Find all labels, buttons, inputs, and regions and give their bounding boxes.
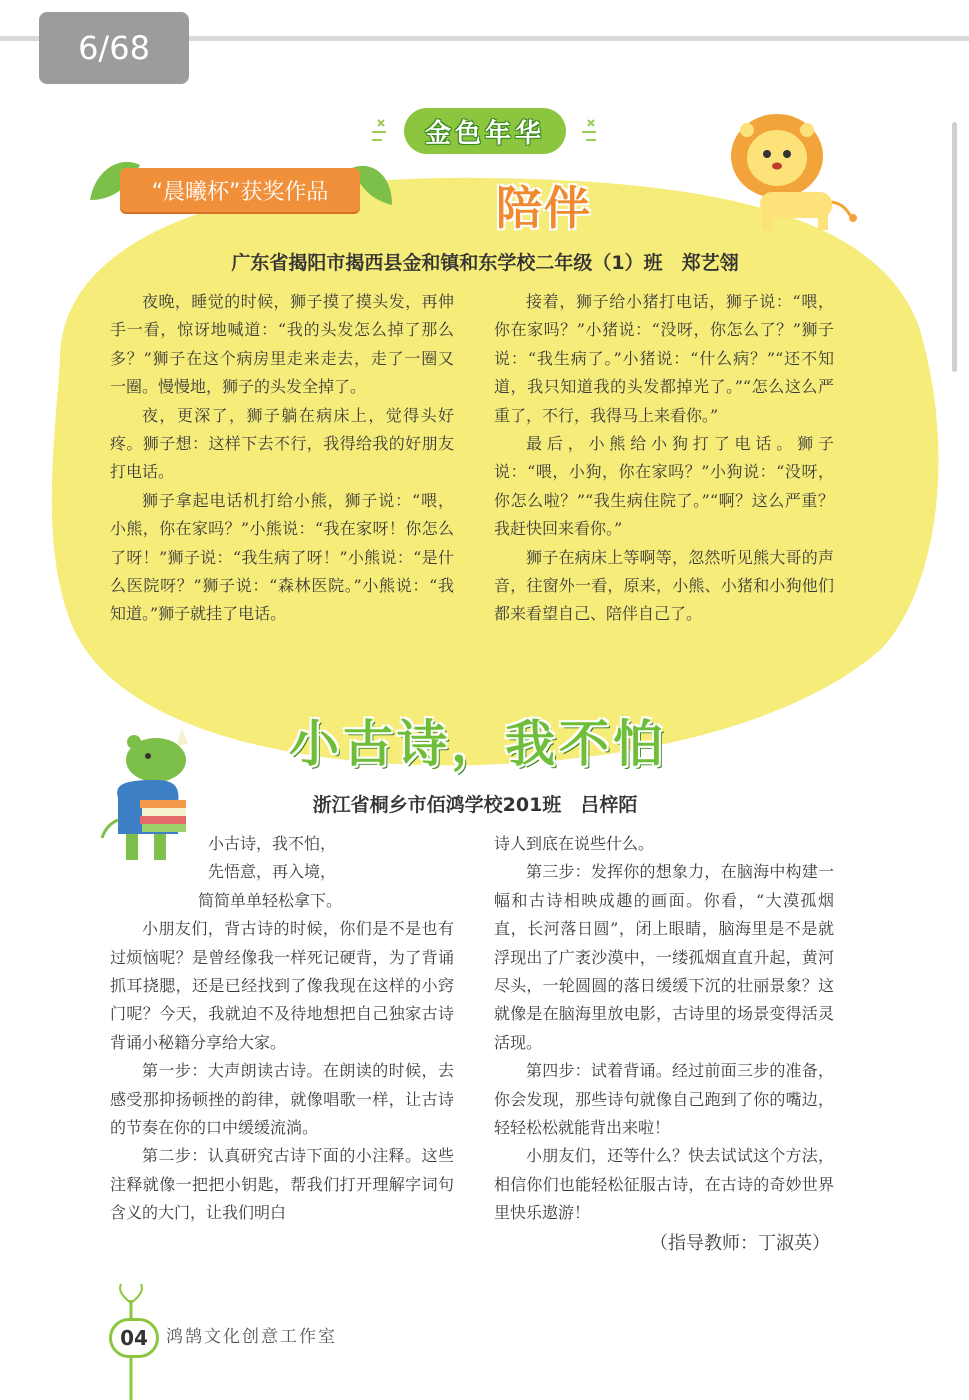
paragraph: 夜，更深了，狮子躺在病床上，觉得头好疼。狮子想：这样下去不行，我得给我的好朋友打电话。: [110, 405, 454, 482]
paragraph: 小朋友们，背古诗的时候，你们是不是也有过烦恼呢？是曾经像我一样死记硬背，为了背诵抓耳挠腮，还是已经找到了像我现在这样的小窍门呢？今天，我就迫不及待地想把自己独家古诗背诵小秘籍分享给大家。: [110, 919, 454, 1052]
article2-column-right: [494, 830, 834, 1258]
paragraph: 最后，小熊给小狗打了电话。狮子说：“喂，小狗，你在家吗？”小狗说：“没呀，你怎么啦？”“我生病住院了。”“啊？这么严重？我赶快回来看你。”: [494, 434, 834, 539]
article2-byline: 浙江省桐乡市佰鸿学校201班 吕梓陌: [312, 794, 638, 816]
paragraph: 第三步：发挥你的想象力，在脑海中构建一幅和古诗相映成趣的画面。你看，“大漠孤烟直，长河落日圆”，闭上眼睛，脑海里是不是就浮现出了广袤沙漠中，一缕孤烟直直升起，黄河尽头，一轮圆圆的落日缓缓下沉的壮丽景象？这就像是在脑海里放电影，古诗里的场景变得活灵活现。: [494, 862, 834, 1052]
page-counter: 6/68: [39, 12, 189, 84]
award-banner: “晨曦杯”获奖作品: [120, 168, 360, 212]
lion-illustration: [722, 108, 862, 236]
poem-line: 小古诗，我不怕，: [208, 834, 337, 853]
magazine-title: 金色年华: [424, 118, 545, 149]
article1-title: 陪伴: [496, 181, 592, 235]
article2-title: 小古诗，我不怕: [289, 715, 667, 773]
teacher-credit: （指导教师：丁淑英）: [650, 1232, 830, 1254]
paragraph-continuation: 诗人到底在说些什么。: [494, 834, 655, 853]
paragraph: 第二步：认真研究古诗下面的小注释。这些注释就像一把把小钥匙，帮我们打开理解字词句含义的大门，让我们明白: [110, 1146, 454, 1223]
page-number: 04: [109, 1318, 159, 1358]
poem-line: 先悟意，再入境，: [208, 862, 337, 882]
poem: [110, 830, 454, 915]
paragraph: 夜晚，睡觉的时候，狮子摸了摸头发，再伸手一看，惊讶地喊道：“我的头发怎么掉了那么多？”狮子在这个病房里走来走去，走了一圈又一圈。慢慢地，狮子的头发全掉了。: [110, 292, 454, 397]
article1-column-right: [494, 288, 834, 629]
article1-byline: 广东省揭阳市揭西县金和镇和东学校二年级（1）班 郑艺翎: [231, 252, 739, 274]
paragraph: 狮子在病床上等啊等，忽然听见熊大哥的声音，往窗外一看，原来，小熊、小猪和小狗他们都来看望自己、陪伴自己了。: [494, 547, 834, 624]
article2-column-left: [110, 830, 454, 1228]
paragraph: 第四步：试着背诵。经过前面三步的准备，你会发现，那些诗句就像自己跑到了你的嘴边，轻轻松松就能背出来啦！: [494, 1061, 834, 1138]
paragraph: 接着，狮子给小猪打电话，狮子说：“喂，你在家吗？”小猪说：“没呀，你怎么了？”狮子说：“我生病了。”小猪说：“什么病？”“还不知道，我只知道我的头发都掉光了。”“怎么这么严重了，不行，我得马上来看你。”: [494, 292, 834, 425]
article1-column-left: [110, 288, 454, 629]
paragraph: 第一步：大声朗读古诗。在朗读的时候，去感受那抑扬顿挫的韵律，就像唱歌一样，让古诗的节奏在你的口中缓缓流淌。: [110, 1061, 454, 1138]
poem-line: 简简单单轻松拿下。: [198, 890, 343, 910]
studio-name: 鸿鹄文化创意工作室: [166, 1327, 337, 1347]
paragraph: 狮子拿起电话机打给小熊，狮子说：“喂，小熊，你在家吗？”小熊说：“我在家呀！你怎么了呀！”狮子说：“我生病了呀！”小熊说：“是什么医院呀？”狮子说：“森林医院。”小熊说：“我知道。”狮子就挂了电话。: [110, 490, 454, 624]
scrollbar[interactable]: [952, 122, 957, 372]
paragraph: 小朋友们，还等什么？快去试试这个方法，相信你们也能轻松征服古诗，在古诗的奇妙世界里快乐遨游！: [494, 1146, 834, 1223]
